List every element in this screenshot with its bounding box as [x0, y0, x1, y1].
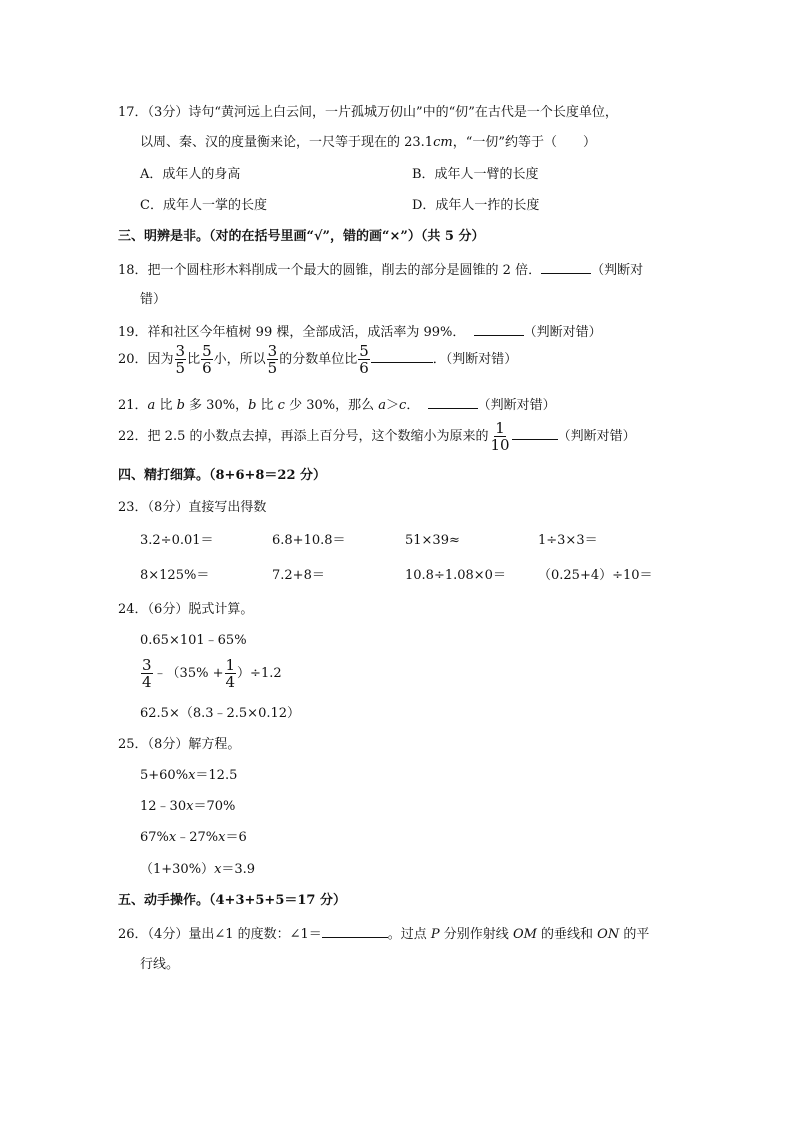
q26-line1 [118, 924, 649, 944]
q25-e3x: x [168, 830, 177, 845]
q25-e1b: ＝12.5 [195, 768, 238, 783]
q20-part4: 的分数单位比 [279, 352, 358, 367]
q24-e2-mid: ﹣（35% [153, 666, 209, 681]
q19-text: 19．祥和社区今年植树 99 棵，全部成活，成活率为 99%． [118, 325, 466, 340]
q17-option-c[interactable]: C．成年人一掌的长度 [140, 198, 267, 213]
q21-var-b: b [176, 398, 185, 413]
q26-part5: 的平 [619, 927, 650, 942]
q26-ray-om: OM [512, 927, 537, 942]
section-5-title: 五、动手操作。（4+3+5+5＝17 分） [118, 893, 346, 908]
q25-e2b: ＝70% [193, 799, 236, 814]
q19-tag: （判断对错） [523, 325, 602, 340]
q20-f2-denominator: 6 [202, 359, 212, 377]
q22-numerator: 1 [495, 419, 505, 437]
q19-line [118, 322, 602, 342]
q25-e3a: 67% [140, 830, 169, 845]
q24-e2-f2-denominator: 4 [225, 673, 236, 691]
q22-denominator: 10 [490, 436, 510, 454]
q25-eq-4 [140, 861, 255, 879]
q20-f3-numerator: 3 [267, 342, 278, 360]
q21-var-c: c [277, 398, 285, 413]
q25-title: 25．（8分）解方程。 [118, 737, 241, 752]
q18-text: 18．把一个圆柱形木料削成一个最大的圆锥，削去的部分是圆锥的 2 倍． [118, 263, 542, 278]
q23-r1-c4: 1÷3×3＝ [538, 533, 598, 548]
q20-line [118, 343, 517, 377]
q20-part1: 20．因为 [118, 352, 174, 367]
q20-f1-numerator: 3 [175, 342, 186, 360]
q17-line2 [140, 134, 596, 152]
q17-line2-end: ，“一仞”约等于（ ） [452, 135, 596, 150]
q21-part5: 少 30%，那么 [284, 398, 379, 413]
q25-e4b: ＝3.9 [221, 862, 256, 877]
q23-r2-c2: 7.2+8＝ [272, 568, 325, 583]
q21-line [118, 395, 556, 415]
q20-f4-denominator: 6 [359, 359, 369, 377]
q17-option-a[interactable]: A．成年人的身高 [140, 167, 241, 182]
q25-e3b: ﹣27% [176, 830, 219, 845]
q24-expr-1: 0.65×101﹣65% [140, 633, 247, 648]
q25-e3c: ＝6 [225, 830, 247, 845]
q23-r2-c1: 8×125%＝ [140, 568, 210, 583]
q25-eq-1 [140, 767, 237, 785]
q20-fraction-4 [358, 343, 370, 376]
q25-e4x: x [214, 862, 222, 877]
q25-e3x2: x [218, 830, 226, 845]
q21-answer-blank[interactable] [428, 395, 478, 409]
q25-e1a: 5+60% [140, 768, 189, 783]
q23-r2-c4: （0.25+4）÷10＝ [538, 568, 653, 583]
q25-e2x: x [186, 799, 194, 814]
q21-part6: ＞ [386, 398, 400, 413]
q20-f2-numerator: 5 [202, 342, 212, 360]
q21-part7: ． [406, 398, 420, 413]
section-4-title: 四、精打细算。（8+6+8＝22 分） [118, 468, 327, 483]
q20-f4-numerator: 5 [359, 342, 369, 360]
q26-ray-on: ON [597, 927, 620, 942]
q24-title: 24．（6分）脱式计算。 [118, 602, 254, 617]
q22-fraction [489, 420, 510, 453]
q24-expr-2 [140, 657, 282, 691]
q21-part2: 比 [155, 398, 177, 413]
q21-tag: （判断对错） [477, 398, 556, 413]
q22-tag: （判断对错） [557, 429, 636, 444]
q20-tag: ．（判断对错） [432, 352, 518, 367]
q23-title: 23．（8分）直接写出得数 [118, 500, 267, 515]
q24-e2-plus: + [212, 666, 224, 681]
q21-part4: 比 [256, 398, 278, 413]
q22-text: 22．把 2.5 的小数点去掉，再添上百分号，这个数缩小为原来的 [118, 429, 489, 444]
q24-expr-3: 62.5×（8.3﹣2.5×0.12） [140, 706, 301, 721]
q20-fraction-1 [175, 343, 187, 376]
q18-line1 [118, 260, 643, 280]
q23-r1-c2: 6.8+10.8＝ [272, 533, 346, 548]
q21-var-a2: a [378, 398, 387, 413]
q23-r2-c3: 10.8÷1.08×0＝ [405, 568, 506, 583]
q22-line [118, 420, 636, 454]
q20-f3-denominator: 5 [267, 359, 278, 377]
section-3-title: 三、明辨是非。（对的在括号里画“√”，错的画“×”）（共 5 分） [118, 229, 485, 244]
q24-e2-f1-denominator: 4 [142, 673, 152, 691]
q21-var-b2: b [248, 398, 257, 413]
q26-part1: 26．（4分）量出∠1 的度数：∠1＝ [118, 927, 322, 942]
q20-part2: 比 [187, 352, 201, 367]
q24-e2-fraction-1 [141, 657, 153, 690]
q23-r1-c1: 3.2÷0.01＝ [140, 533, 214, 548]
q25-e2a: 12﹣30 [140, 799, 187, 814]
q26-line2: 行线。 [140, 957, 180, 972]
q24-e2-f1-numerator: 3 [142, 656, 152, 674]
q18-tag: （判断对 [591, 263, 644, 278]
q25-eq-3 [140, 829, 247, 847]
q21-var-a: a [147, 398, 156, 413]
q21-part3: 多 30%， [184, 398, 249, 413]
q24-e2-end: ）÷1.2 [237, 666, 282, 681]
q26-point-p: P [430, 927, 440, 942]
q20-part3: 小，所以 [213, 352, 266, 367]
q21-part1: 21． [118, 398, 148, 413]
q20-fraction-3 [267, 343, 279, 376]
q17-option-b[interactable]: B．成年人一臂的长度 [412, 167, 539, 182]
q26-part4: 的垂线和 [536, 927, 598, 942]
q26-angle-blank[interactable] [322, 924, 388, 938]
q18-line2: 错） [140, 292, 167, 307]
q20-answer-blank[interactable] [371, 349, 433, 363]
q19-answer-blank[interactable] [474, 322, 524, 336]
q24-e2-fraction-2 [225, 657, 237, 690]
q17-unit: cm [433, 135, 453, 150]
q26-part3: 分别作射线 [439, 927, 513, 942]
q17-option-d[interactable]: D．成年人一拃的长度 [412, 198, 540, 213]
q17-line2-text: 以周、秦、汉的度量衡来论，一尺等于现在的 23.1 [140, 135, 434, 150]
q24-e2-f2-numerator: 1 [225, 656, 236, 674]
q26-part2: 。过点 [387, 927, 431, 942]
q21-var-c2: c [399, 398, 407, 413]
q25-e1x: x [188, 768, 196, 783]
q20-f1-denominator: 5 [175, 359, 186, 377]
q25-e4a: （1+30%） [140, 862, 215, 877]
q20-fraction-2 [201, 343, 213, 376]
q17-line1: 17．（3分）诗句“黄河远上白云间，一片孤城万仞山”中的“仞”在古代是一个长度单位， [118, 105, 618, 120]
q25-eq-2 [140, 798, 235, 816]
q18-answer-blank[interactable] [541, 260, 591, 274]
q23-r1-c3: 51×39≈ [405, 533, 460, 548]
q22-answer-blank[interactable] [512, 426, 558, 440]
